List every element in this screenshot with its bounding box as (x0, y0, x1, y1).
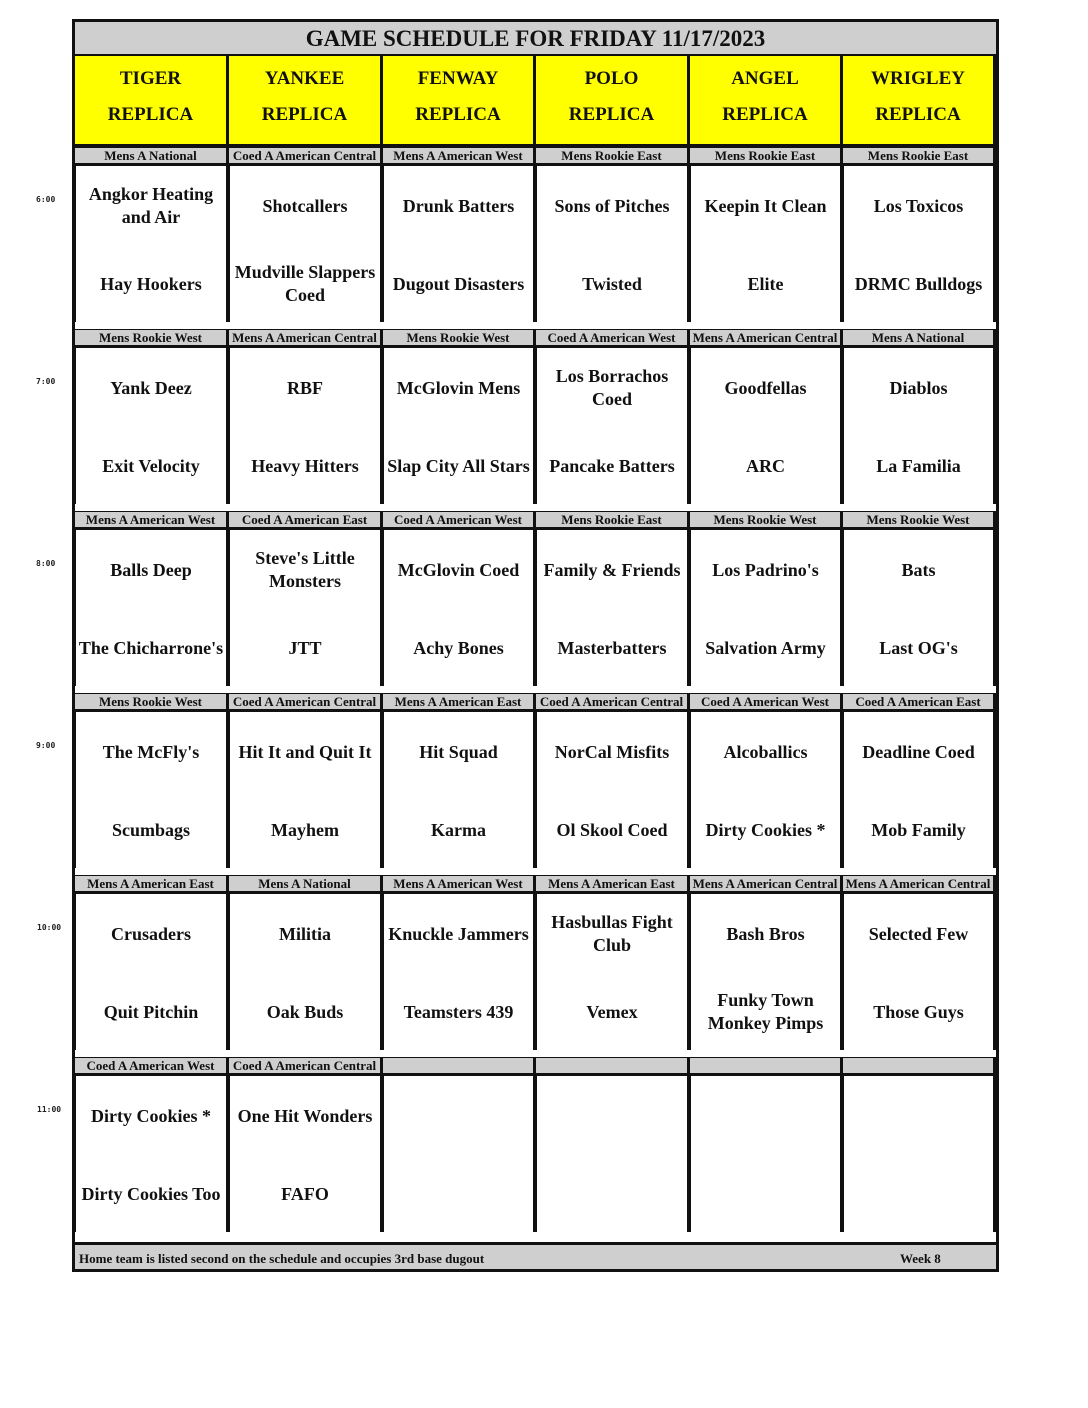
division-label (383, 1057, 536, 1076)
game-cell (383, 348, 536, 504)
division-label: Mens A American West (383, 875, 536, 894)
away-team: NorCal Misfits (554, 741, 670, 762)
field-name: ANGEL (731, 68, 799, 89)
game-cell (75, 166, 229, 322)
game-cell (75, 894, 229, 1050)
game-cell (229, 894, 383, 1050)
away-team: Bash Bros (726, 923, 805, 944)
home-team: FAFO (281, 1183, 329, 1204)
division-label: Mens Rookie East (690, 147, 843, 166)
game-cell (536, 894, 690, 1050)
away-team: Shotcallers (262, 195, 348, 216)
week-label: Week 8 (900, 1251, 941, 1266)
away-team: McGlovin Coed (397, 559, 520, 580)
game-cell (229, 348, 383, 504)
time-label: 10:00 (37, 923, 62, 932)
away-team: The McFly's (102, 741, 200, 762)
game-cell (229, 712, 383, 868)
division-label: Coed A American Central (229, 1057, 383, 1076)
division-label: Coed A American West (383, 511, 536, 530)
away-team: Drunk Batters (402, 195, 515, 216)
home-team: Achy Bones (413, 637, 504, 658)
game-cell (229, 1076, 383, 1232)
away-team: Selected Few (868, 923, 969, 944)
home-team: The Chicharrone's (78, 637, 224, 658)
time-label: 6:00 (36, 195, 56, 204)
game-cell (690, 348, 843, 504)
game-cell (843, 530, 996, 686)
division-label: Mens A American East (536, 875, 690, 894)
game-cell (843, 1076, 996, 1232)
field-header-yankee (229, 56, 383, 147)
away-team: Hit It and Quit It (238, 741, 372, 762)
division-label: Mens Rookie West (383, 329, 536, 348)
field-name: FENWAY (417, 68, 499, 89)
away-team: Dirty Cookies * (91, 1105, 211, 1126)
home-team: Pancake Batters (549, 455, 675, 476)
away-team (384, 1086, 533, 1146)
home-team: Dirty Cookies Too (81, 1183, 221, 1204)
time-label: 8:00 (36, 559, 56, 568)
division-label: Mens Rookie East (843, 147, 996, 166)
game-cell (383, 712, 536, 868)
division-label: Mens A National (229, 875, 383, 894)
division-label: Mens A American East (383, 693, 536, 712)
home-team: Salvation Army (705, 637, 826, 658)
away-team: Alcoballics (723, 741, 808, 762)
away-team (537, 1086, 687, 1146)
game-cell (536, 166, 690, 322)
division-label (536, 1057, 690, 1076)
field-subtitle: REPLICA (261, 104, 348, 125)
away-team: Los Borrachos Coed (555, 366, 669, 409)
away-team: Sons of Pitches (554, 195, 670, 216)
home-team: Exit Velocity (102, 455, 200, 476)
field-subtitle: REPLICA (568, 104, 655, 125)
field-subtitle: REPLICA (722, 104, 808, 125)
schedule-table (72, 19, 999, 1272)
division-label: Coed A American East (229, 511, 383, 530)
home-team (384, 1164, 533, 1224)
field-subtitle: REPLICA (875, 104, 961, 125)
game-cell (383, 894, 536, 1050)
home-team: Teamsters 439 (403, 1001, 514, 1022)
division-label: Mens A American Central (229, 329, 383, 348)
home-team: DRMC Bulldogs (854, 273, 983, 294)
away-team: Deadline Coed (862, 741, 975, 762)
division-label: Mens Rookie West (75, 329, 229, 348)
game-cell (843, 894, 996, 1050)
division-label: Mens A American Central (690, 329, 843, 348)
division-label (843, 1057, 996, 1076)
home-team: Heavy Hitters (251, 455, 359, 476)
division-label: Mens Rookie West (75, 693, 229, 712)
game-cell (383, 1076, 536, 1232)
division-label: Coed A American West (690, 693, 843, 712)
game-cell (75, 1076, 229, 1232)
time-label: 7:00 (36, 377, 56, 386)
away-team: Goodfellas (724, 377, 807, 398)
footer (75, 1242, 996, 1269)
away-team: Steve's Little Monsters (255, 548, 355, 591)
field-header-polo (536, 56, 690, 147)
division-label (690, 1057, 843, 1076)
division-label: Mens Rookie West (843, 511, 996, 530)
division-label: Mens A American West (75, 511, 229, 530)
away-team: Los Padrino's (712, 559, 819, 580)
game-cell (843, 712, 996, 868)
home-team: Last OG's (879, 637, 958, 658)
game-cell (229, 166, 383, 322)
home-team (844, 1164, 993, 1224)
home-team: Twisted (582, 273, 642, 294)
game-cell (75, 712, 229, 868)
home-team: Elite (747, 273, 784, 294)
division-label: Mens Rookie West (690, 511, 843, 530)
division-label: Coed A American West (75, 1057, 229, 1076)
away-team: Diablos (889, 377, 948, 398)
home-team (537, 1164, 687, 1224)
game-cell (229, 530, 383, 686)
away-team: Hit Squad (419, 741, 498, 762)
game-cell (690, 530, 843, 686)
home-team: Mob Family (871, 819, 966, 840)
division-label: Mens A American West (383, 147, 536, 166)
home-team: Scumbags (111, 819, 191, 840)
division-label: Coed A American Central (229, 147, 383, 166)
game-cell (536, 1076, 690, 1232)
division-label: Mens A National (75, 147, 229, 166)
field-name: POLO (584, 68, 639, 89)
home-team: Quit Pitchin (103, 1001, 199, 1022)
time-label: 9:00 (36, 741, 56, 750)
home-team: Those Guys (873, 1001, 964, 1022)
game-cell (690, 712, 843, 868)
field-header-fenway (383, 56, 536, 147)
game-cell (536, 348, 690, 504)
game-cell (75, 348, 229, 504)
game-cell (75, 530, 229, 686)
division-label: Mens A National (843, 329, 996, 348)
home-team: Slap City All Stars (387, 455, 530, 476)
home-team: Mudville Slappers Coed (234, 262, 376, 305)
division-label: Mens A American Central (843, 875, 996, 894)
away-team: Militia (279, 923, 331, 944)
field-header-wrigley (843, 56, 996, 147)
home-team: Vemex (586, 1001, 638, 1022)
home-team: JTT (288, 637, 322, 658)
away-team (844, 1086, 993, 1146)
away-team: Bats (901, 559, 936, 580)
field-subtitle: REPLICA (415, 104, 501, 125)
away-team: Yank Deez (110, 377, 192, 398)
away-team: One Hit Wonders (237, 1105, 373, 1126)
page-title: GAME SCHEDULE FOR FRIDAY 11/17/2023 (75, 22, 996, 56)
division-label: Coed A American East (843, 693, 996, 712)
home-team: Hay Hookers (100, 273, 202, 294)
division-label: Mens A American East (75, 875, 229, 894)
away-team: Angkor Heating and Air (88, 184, 214, 227)
home-team: ARC (746, 455, 785, 476)
field-name: WRIGLEY (871, 68, 965, 89)
home-team: Dirty Cookies * (705, 819, 826, 840)
game-cell (536, 712, 690, 868)
home-team: La Familia (876, 455, 961, 476)
away-team: McGlovin Mens (396, 377, 521, 398)
away-team: Knuckle Jammers (388, 923, 529, 944)
footer-note: Home team is listed second on the schedule and occupies 3rd base dugout (79, 1251, 485, 1266)
away-team: Keepin It Clean (704, 195, 827, 216)
field-header-tiger (75, 56, 229, 147)
game-cell (383, 166, 536, 322)
field-name: YANKEE (264, 68, 345, 89)
game-cell (536, 530, 690, 686)
field-name: TIGER (119, 68, 182, 89)
game-cell (690, 1076, 843, 1232)
away-team: Family & Friends (543, 559, 681, 580)
home-team: Funky Town Monkey Pimps (707, 990, 824, 1033)
time-label: 11:00 (37, 1105, 62, 1114)
home-team: Ol Skool Coed (556, 819, 668, 840)
away-team: Balls Deep (110, 559, 192, 580)
game-cell (383, 530, 536, 686)
home-team: Dugout Disasters (392, 273, 525, 294)
home-team: Karma (431, 819, 486, 840)
game-cell (843, 348, 996, 504)
away-team: Los Toxicos (873, 195, 964, 216)
away-team (691, 1086, 840, 1146)
division-label: Mens Rookie East (536, 147, 690, 166)
field-header-angel (690, 56, 843, 147)
division-label: Coed A American Central (229, 693, 383, 712)
game-cell (690, 166, 843, 322)
home-team: Masterbatters (557, 637, 667, 658)
home-team: Mayhem (271, 819, 339, 840)
home-team: Oak Buds (266, 1001, 344, 1022)
game-cell (843, 166, 996, 322)
division-label: Mens A American Central (690, 875, 843, 894)
away-team: Crusaders (111, 923, 191, 944)
game-cell (690, 894, 843, 1050)
division-label: Coed A American Central (536, 693, 690, 712)
away-team: RBF (287, 377, 323, 398)
division-label: Coed A American West (536, 329, 690, 348)
field-subtitle: REPLICA (107, 104, 194, 125)
division-label: Mens Rookie East (536, 511, 690, 530)
away-team: Hasbullas Fight Club (551, 912, 673, 955)
home-team (691, 1164, 840, 1224)
